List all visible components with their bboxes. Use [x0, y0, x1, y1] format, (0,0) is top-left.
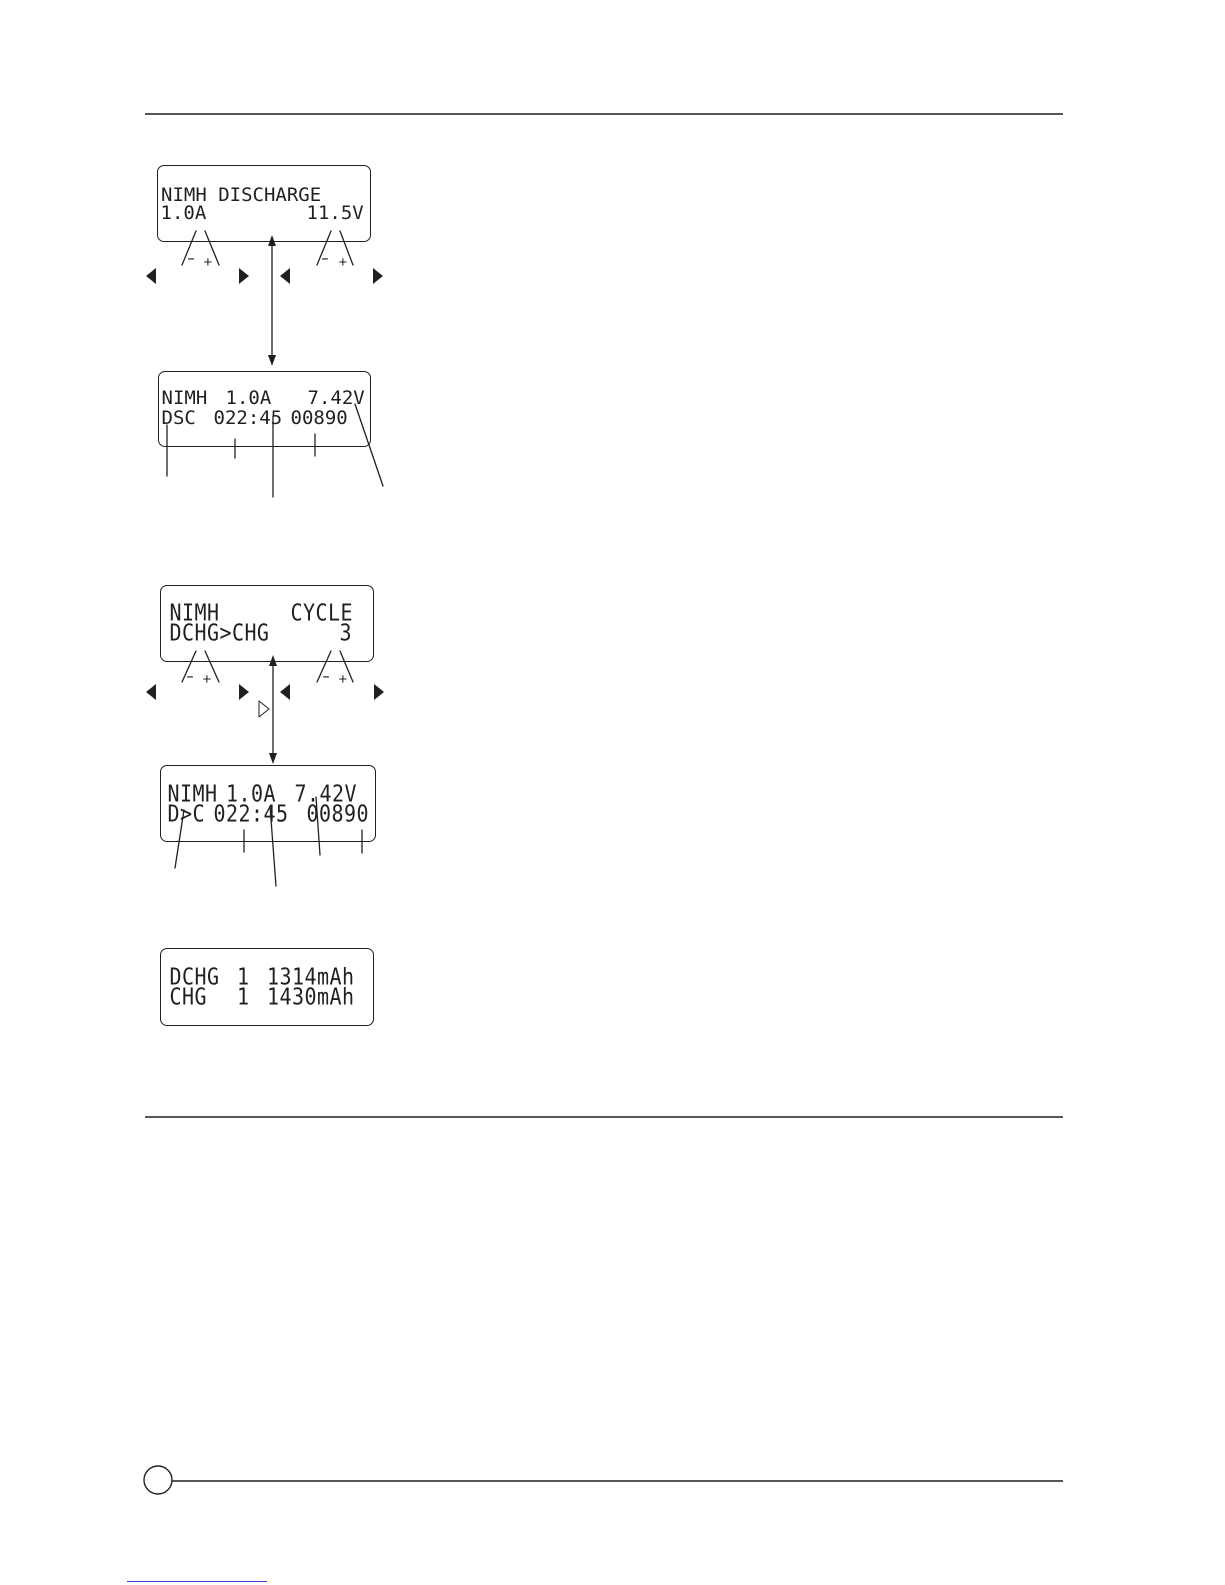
arrowhead-down: [269, 753, 277, 764]
lcd-result-cycle: 1: [237, 982, 250, 1010]
lcd-battery-type: NIMH: [161, 386, 208, 409]
lcd-elapsed-time: 022:45: [213, 406, 283, 429]
lcd-battery-type: NIMH: [167, 779, 218, 807]
lcd-discharge-setup: [157, 165, 371, 242]
lcd-cycle-count: 3: [339, 618, 352, 646]
lcd-elapsed-time: 022:45: [213, 799, 289, 827]
triangle-left-icon: [146, 684, 156, 700]
voltage-plus-label: +: [338, 253, 348, 271]
current-minus-label: -: [186, 250, 195, 267]
double-arrow-icon: [269, 655, 277, 764]
lcd-mode: DSC: [161, 406, 196, 429]
count-plus-label: +: [338, 670, 348, 688]
lcd-cycle-result: [160, 948, 374, 1026]
lcd-result-process: DCHG: [169, 962, 220, 990]
count-minus-label: -: [321, 668, 330, 685]
lcd-discharge-status: [158, 371, 371, 447]
lcd-title: NIMH DISCHARGE: [161, 183, 322, 206]
page-number-badge: [144, 1466, 172, 1494]
voltage-minus-label: -: [320, 250, 329, 267]
lcd-current: 1.0A: [160, 201, 207, 224]
lcd-voltage: 7.42V: [294, 779, 357, 807]
triangle-right-icon: [239, 268, 249, 284]
triangle-right-icon: [373, 268, 383, 284]
triangle-left-icon: [280, 268, 290, 284]
double-arrow-icon: [268, 235, 276, 366]
lcd-mode: D>C: [167, 799, 205, 827]
lcd-result-capacity: 1314mAh: [267, 962, 355, 990]
discharge-diagram-lines: [146, 231, 383, 497]
link-underline[interactable]: [127, 1581, 267, 1582]
arrowhead-down: [268, 355, 276, 366]
lcd-result-process: CHG: [169, 982, 207, 1010]
lcd-result-capacity: 1430mAh: [267, 982, 355, 1010]
lcd-voltage: 11.5V: [306, 201, 364, 224]
lcd-result-cycle: 1: [237, 962, 250, 990]
order-plus-label: +: [202, 670, 212, 688]
lcd-current: 1.0A: [225, 386, 272, 409]
lcd-function: CYCLE: [290, 598, 353, 626]
lcd-capacity: 00890: [306, 799, 369, 827]
lcd-voltage: 7.42V: [307, 386, 365, 409]
triangle-left-icon: [280, 684, 290, 700]
lcd-current: 1.0A: [226, 779, 276, 807]
current-plus-label: +: [203, 253, 213, 271]
lcd-cycle-status: [160, 765, 376, 842]
lcd-cycle-setup: [160, 585, 374, 662]
page-footer: [144, 1466, 1063, 1494]
hollow-triangle-icon: [259, 701, 269, 717]
triangle-left-icon: [146, 268, 156, 284]
lcd-capacity: 00890: [290, 406, 348, 429]
lcd-cycle-order: DCHG>CHG: [169, 618, 270, 646]
lcd-battery-type: NIMH: [169, 598, 220, 626]
triangle-right-icon: [239, 684, 249, 700]
triangle-right-icon: [374, 684, 384, 700]
order-minus-label: -: [185, 668, 194, 685]
